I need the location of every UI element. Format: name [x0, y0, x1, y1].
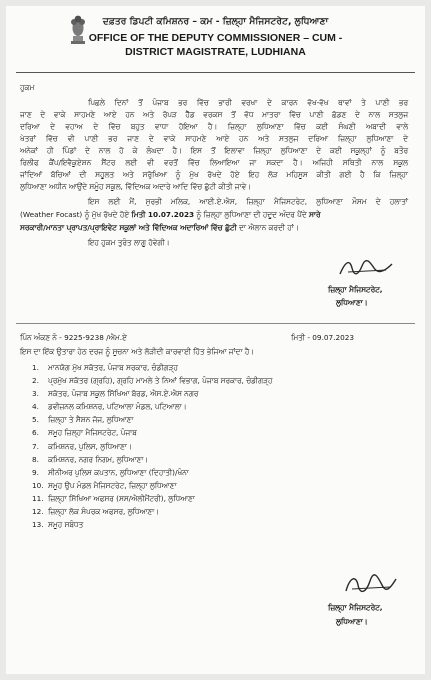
list-item [32, 440, 332, 453]
list-number: 2. [32, 376, 39, 386]
recipient-text: ਕਮਿਸ਼ਨਰ, ਪੁਲਿਸ, ਲੁਧਿਆਣਾ। [48, 441, 132, 451]
recipient-text: ਜ਼ਿਲ੍ਹਾ ਸਿੱਖਿਆ ਅਫਸਰ (ਸਸ/ਐਲੀਮੈਂਟਰੀ), ਲੁਧਿਆਣਾ [48, 493, 195, 503]
list-number: 5. [32, 415, 39, 425]
order-body-line: ਜਾਣ ਦੇ ਵਾਕੇ ਸਾਹਮਣੇ ਆਏ ਹਨ ਅਤੇ ਰੋਪੜ ਹੈੱਡ ਵਰਕਸ ਤੋਂ ਵੱਧ ਮਾਤਰਾ ਵਿੱਚ ਪਾਣੀ ਛੱਡਣ ਦੇ ਨਾਲ ਸਤਲੁਜ [20, 110, 408, 119]
list-number: 8. [32, 454, 39, 464]
recipient-text: ਪ੍ਰਮੁੱਖ ਸਕੱਤਰ (ਗ੍ਰਹਿ), ਗ੍ਰਹਿ ਮਾਮਲੇ ਤੇ ਨਿਆਂ ਵਿਭਾਗ, ਪੰਜਾਬ ਸਰਕਾਰ, ਚੰਡੀਗੜ੍ਹ [48, 376, 273, 386]
recipient-text: ਜ਼ਿਲ੍ਹਾ ਲੋਕ ਸੰਪਰਕ ਅਫਸਰ, ਲੁਧਿਆਣਾ। [48, 507, 160, 517]
signature-place: ਲੁਧਿਆਣਾ। [336, 298, 368, 307]
list-item [32, 505, 332, 518]
list-number: 13. [32, 520, 44, 530]
order-body-line: ਲੁਧਿਆਣਾ ਅਧੀਨ ਆਉਂਦੇ ਸਮੂੰਹ ਸਕੂਲ, ਵਿੱਦਿਅਕ ਅਦਾਰੇ ਆਦਿ ਵਿੱਚ ਛੁੱਟੀ ਕੀਤੀ ਜਾਵੇ। [20, 182, 252, 191]
letterhead [6, 16, 425, 70]
signature-title: ਜ਼ਿਲ੍ਹਾ ਮੈਜਿਸਟਰੇਟ, [328, 285, 383, 294]
list-item [32, 453, 332, 466]
list-number: 9. [32, 467, 39, 477]
list-number: 4. [32, 402, 39, 412]
endorsement-intro: ਇਸ ਦਾ ਇੱਕ ਉਤਾਰਾ ਹੇਠ ਦਰਜ ਨੂੰ ਸੂਚਨਾ ਅਤੇ ਲੋੜੀਦੀ ਕਾਰਵਾਈ ਹਿੱਤ ਭੇਜਿਆ ਜਾਂਦਾ ਹੈ। [20, 347, 255, 356]
endorsement-signature-title: ਜ਼ਿਲ੍ਹਾ ਮੈਜਿਸਟਰੇਟ, [328, 603, 383, 612]
list-item [32, 466, 332, 479]
recipient-text: ਸਮੂਹ ਜ਼ਿਲ੍ਹਾ ਮੈਜਿਸਟਰੇਟ, ਪੰਜਾਬ [48, 428, 137, 438]
recipient-text: ਸੀਨੀਅਰ ਪੁਲਿਸ ਕਪਤਾਨ, ਲੁਧਿਆਣਾ (ਦਿਹਾਤੀ)/ਖੰਨਾ [48, 467, 189, 477]
order-body-line: ਜਾਂਦਿਆਂ ਬੱਚਿਆਂ ਦੀ ਸਹੂਲਤ ਅਤੇ ਸਰੁੱਖਿਆ ਨੂੰ ਮੁੱਖ ਰੱਖਦੇ ਹੋਏ ਇਹ ਲੋੜ ਮਹਿਸੂਸ ਕੀਤੀ ਗਈ ਹੈ ਕਿ ਜ਼ਿਲ੍ਹਾ [20, 170, 408, 179]
recipient-text: ਸਕੱਤਰ, ਪੰਜਾਬ ਸਕੂਲ ਸਿੱਖਿਆ ਬੋਰਡ, ਐਸ.ਏ.ਐਸ ਨਗਰ [48, 389, 199, 399]
list-number: 12. [32, 507, 44, 517]
order-para2-line1: ਇਸ ਲਈ ਮੈਂ, ਸੁਰਭੀ ਮਲਿਕ, ਆਈ.ਏ.ਐਸ, ਜ਼ਿਲ੍ਹਾ ਮੈਜਿਸਟਰੇਟ, ਲੁਧਿਆਣਾ ਮੌਸਮ ਦੇ ਹਲਾਤਾਂ [88, 197, 408, 206]
list-number: 7. [32, 441, 39, 451]
list-number: 11. [32, 493, 44, 503]
order-body-line: ਅਨੇਕਾਂ ਹੀ ਪਿੰਡਾਂ ਦੇ ਨਾਲ ਹੋ ਕੇ ਲੰਘਦਾ ਹੈ। ਇਸ ਤੋਂ ਇਲਾਵਾ ਜ਼ਿਲ੍ਹਾ ਲੁਧਿਆਣਾ ਦੇ ਕਈ ਸਕੂਲ੍ਹਾਂ ਨੂੰ ਬਤੌਰ [20, 146, 408, 155]
recipient-text: ਮਾਨਯੋਗ ਮੁੱਖ ਸਕੱਤਰ, ਪੰਜਾਬ ਸਰਕਾਰ, ਚੰਡੀਗੜ੍ਹ [48, 363, 178, 372]
office-title-punjabi: ਦਫ਼ਤਰ ਡਿਪਟੀ ਕਮਿਸ਼ਨਰ – ਕਮ - ਜ਼ਿਲ੍ਹਾ ਮੈਜਿਸਟਰੇਟ, ਲੁਧਿਆਣਾ [102, 16, 329, 27]
document-page [6, 6, 425, 674]
list-item [32, 492, 332, 505]
holiday-scope: ਸਰਕਾਰੀ/ਮਾਨਤਾ ਪ੍ਰਾਪਤ/ਪ੍ਰਾਇਵੇਟ ਸਕੂਲਾਂ ਅਤੇ ਵਿੱਦਿਅਕ ਅਦਾਰਿਆਂ ਵਿੱਚ ਛੁੱਟੀ [20, 223, 237, 232]
order-para3: ਇਹ ਹੁਕਮ ਤੁਰੰਤ ਲਾਗੂ ਹੋਵੇਗੀ। [88, 238, 170, 247]
recipient-text: ਡਵੀਜ਼ਨਲ ਕਮਿਸ਼ਨਰ, ਪਟਿਆਲਾ ਮੰਡਲ, ਪਟਿਆਲਾ। [48, 402, 187, 412]
list-item [32, 387, 332, 400]
order-body-line: ਦਰਿਆ ਦੇ ਵਹਾਅ ਦੇ ਵਿੱਚ ਬਹੁਤ ਵਾਧਾ ਹੋਇਆ ਹੈ। ਜ਼ਿਲ੍ਹਾ ਲੁਧਿਆਣਾ ਵਿੱਚ ਕਈ ਸੰਘਣੀ ਅਬਾਦੀ ਵਾਲੇ [20, 122, 408, 131]
list-item [32, 361, 332, 374]
list-number: 1. [32, 363, 39, 372]
holiday-date: ਮਿਤੀ 10.07.2023 [131, 210, 195, 219]
list-number: 6. [32, 428, 39, 438]
list-number: 10. [32, 480, 44, 490]
list-item [32, 374, 332, 387]
order-text: (Weather Focast) ਨੂੰ ਮੁੱਖ ਰੱਖਦੇ ਹੋਏ [20, 210, 132, 219]
order-para2-line2 [20, 209, 321, 221]
order-text-bold: ਸਾਰੇ [309, 210, 321, 219]
header-divider [16, 72, 415, 73]
signature-icon [336, 256, 396, 280]
endorsement-date: ਮਿਤੀ - 09.07.2023 [291, 333, 355, 342]
section-divider [16, 323, 415, 324]
signature-icon [342, 571, 400, 597]
list-item [32, 426, 332, 439]
recipient-list [32, 361, 332, 531]
office-title-english-line1: OFFICE OF THE DEPUTY COMMISSIONER – CUM - [88, 32, 343, 44]
order-body-line: ਖੇਤਰਾਂ ਵਿੱਚ ਵੀ ਪਾਣੀ ਭਰ ਜਾਣ ਦੇ ਵਾਕੇ ਸਾਹਮਣੇ ਆਏ ਹਨ ਅਤੇ ਸਤਲੁਜ ਦਰਿਆ ਜ਼ਿਲ੍ਹਾ ਲੁਧਿਆਣਾ ਦੇ [20, 134, 408, 143]
endorsement-signature-place: ਲੁਧਿਆਣਾ। [336, 617, 368, 626]
order-text: ਨੂੰ ਜ਼ਿਲ੍ਹਾ ਲੁਧਿਆਣਾ ਦੀ ਹਦੂਦ ਅੰਦਰ ਪੈਂਦੇ [194, 210, 310, 219]
list-number: 3. [32, 389, 39, 399]
order-body-line: ਰਿਲੀਫ ਕੈਂਪ/ਇਵੈਕੂਏਸ਼ਨ ਸੈਂਟਰ ਲਈ ਵੀ ਵਰਤੋਂ ਵਿੱਚ ਲਿਆਇਆ ਜਾ ਸਕਦਾ ਹੈ। ਅਜਿਹੀ ਸਥਿਤੀ ਨਾਲ ਸਕੂਲ [20, 158, 408, 167]
recipient-text: ਕਮਿਸ਼ਨਰ, ਨਗਰ ਨਿਗਮ, ਲੁਧਿਆਣਾ। [48, 454, 149, 464]
list-item [32, 479, 332, 492]
recipient-text: ਜ਼ਿਲ੍ਹਾ ਤੇ ਸੈਸ਼ਨ ਜੱਜ, ਲੁਧਿਆਣਾ [48, 415, 134, 425]
list-item [32, 400, 332, 413]
endorsement-number: ਪਿੰਨ ਅੰਕਣ ਨੰ - 9225-9238 /ਐਮ.ਏ [20, 333, 127, 342]
order-body-line: ਪਿਛਲੇ ਦਿਨਾਂ ਤੋਂ ਪੰਜਾਬ ਭਰ ਵਿੱਚ ਭਾਰੀ ਵਰਖਾ ਦੇ ਕਾਰਨ ਵੱਖ-ਵੱਖ ਥਾਵਾਂ ਤੇ ਪਾਣੀ ਭਰ [88, 98, 408, 107]
order-text: ਦਾ ਐਲਾਨ ਕਰਦੀ ਹਾਂ। [236, 223, 299, 232]
office-title-english-line2: DISTRICT MAGISTRATE, LUDHIANA [125, 46, 306, 58]
order-para2-line3 [20, 222, 299, 234]
order-heading: ਹੁਕਮ [20, 83, 35, 92]
list-item [32, 518, 332, 531]
list-item [32, 413, 332, 426]
recipient-text: ਸਮੂਹ ਸਬੰਧਤ [48, 520, 84, 530]
recipient-text: ਸਮੂਹ ਉਪ ਮੰਡਲ ਮੈਜਿਸਟਰੇਟ, ਜ਼ਿਲ੍ਹਾ ਲੁਧਿਆਣਾ [48, 480, 177, 490]
